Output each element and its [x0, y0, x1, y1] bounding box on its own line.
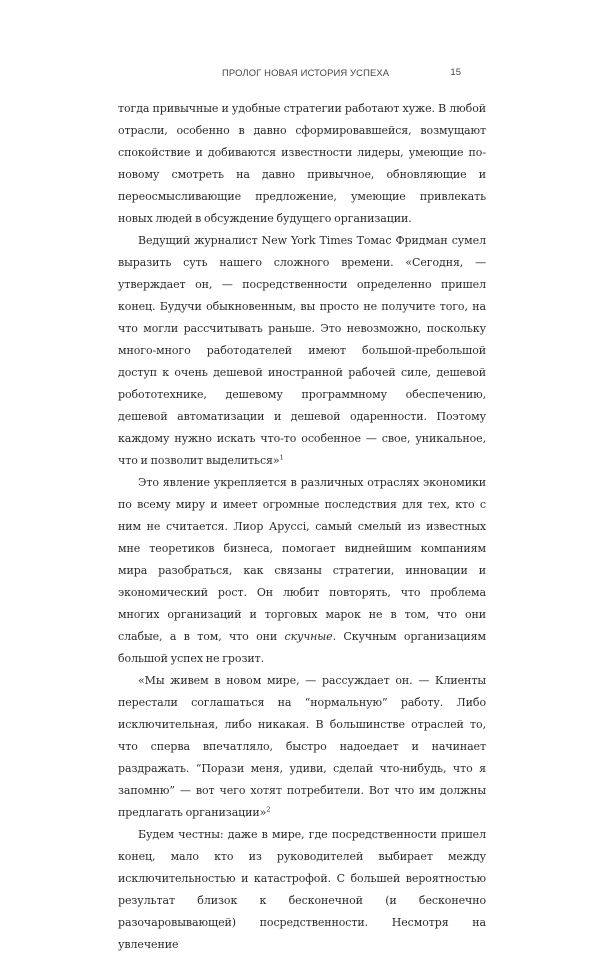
paragraph-3-text-after: . Скучным организациям большой успех не грозит.	[118, 630, 486, 665]
paragraph-3-emphasis: скучные	[284, 630, 333, 643]
paragraph-2-text: Ведущий журналист New York Times Томас Фридман сумел выразить суть нашего сложного времени. «Сегодня, — утверждает он, — посредственности определенно пришел конец. Будучи обыкновенным, вы просто не получите того, на что могли рассчитывать раньше. Это невозможно, поскольку много-много работодателей имеют большой-пребольшой доступ к очень дешевой иностранной рабочей силе, дешевой робототехнике, дешевому программному обеспечению, дешевой автоматизации и дешевой одаренности. Поэтому каждому нужно искать что-то особенное — свое, уникальное, что и позволит выделиться»	[118, 234, 486, 467]
footnote-marker-2[interactable]: 2	[266, 805, 271, 814]
paragraph-1-text: тогда привычные и удобные стратегии работают хуже. В любой отрасли, особенно в давно сформировавшейся, возмущают спокойствие и добиваются известности лидеры, умеющие по-новому смотреть на давно привычное, обновляющие и переосмысливающие предложение, умеющие привлекать новых людей в обсуждение будущего организации.	[118, 102, 486, 225]
paragraph-3-text-before: Это явление укрепляется в различных отраслях экономики по всему миру и имеет огромные последствия для тех, кто с ним не считается. Лиор Аруссі, самый смелый из известных мне теоретиков бизнеса, помогает виднейшим компаниям мира разобраться, как связаны стратегии, инновации и экономический рост. Он любит повторять, что проблема многих организаций и торговых марок не в том, что они слабые, а в том, что они	[118, 476, 486, 643]
paragraph-3	[118, 472, 486, 670]
paragraph-1	[118, 98, 486, 230]
paragraph-4-text: «Мы живем в новом мире, — рассуждает он. — Клиенты перестали соглашаться на “нормальную” работу. Либо исключительная, либо никакая. В большинстве отраслей то, что сперва впечатляло, быстро надоедает и начинает раздражать. “Порази меня, удиви, сделай что-нибудь, что я запомню” — вот чего хотят потребители. Вот что им должны предлагать организации»	[118, 674, 486, 819]
paragraph-5	[118, 824, 486, 956]
running-title: ПРОЛОГ НОВАЯ ИСТОРИЯ УСПЕХА	[222, 67, 390, 78]
page-number: 15	[450, 67, 461, 78]
page-header	[0, 67, 600, 83]
body-text	[118, 98, 486, 956]
paragraph-4	[118, 670, 486, 824]
paragraph-5-text: Будем честны: даже в мире, где посредственности пришел конец, мало кто из руководителей выбирает между исключительностью и катастрофой. С большей вероятностью результат близок к бесконечной (и бесконечно разочаровывающей) посредственности. Несмотря на увлечение	[118, 828, 486, 951]
paragraph-2	[118, 230, 486, 472]
footnote-marker-1[interactable]: 1	[279, 453, 284, 462]
